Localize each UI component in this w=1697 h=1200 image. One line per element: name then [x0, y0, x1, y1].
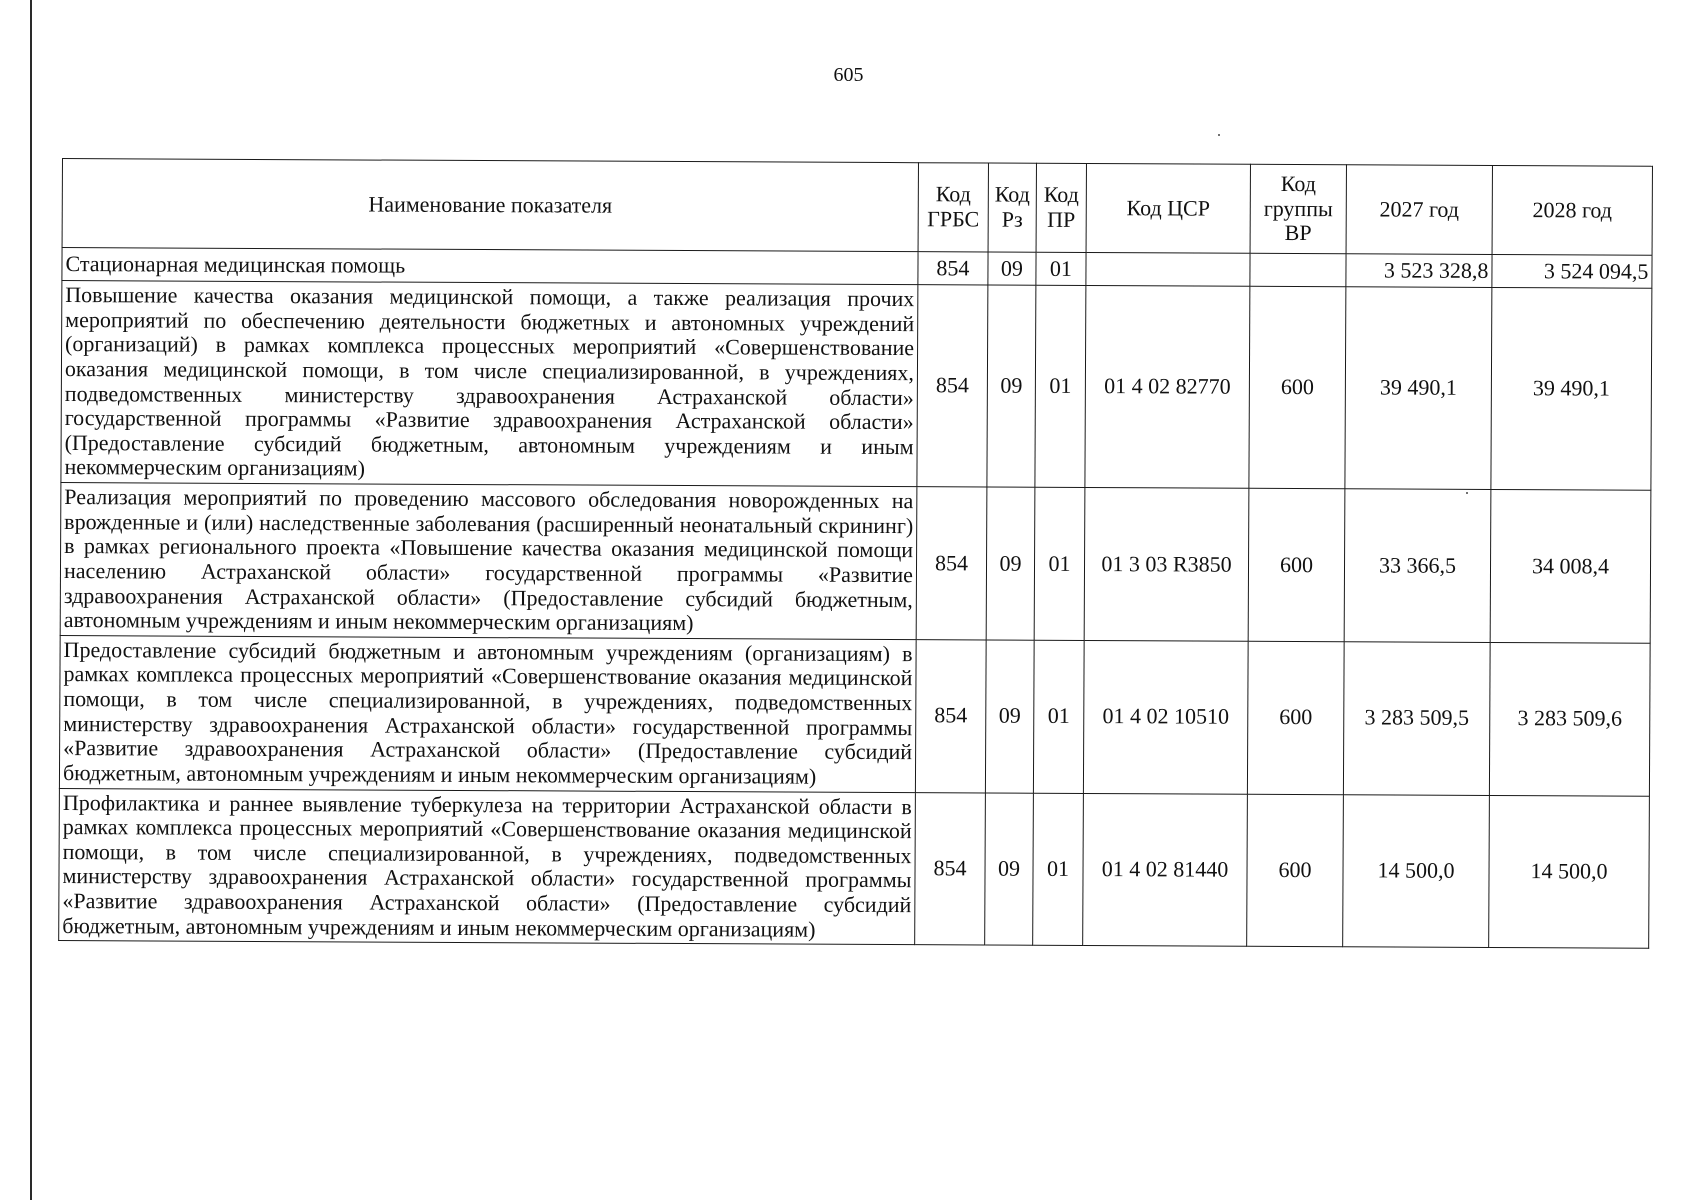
header-pr: Код ПР [1036, 163, 1086, 252]
row-2028: 3 283 509,6 [1489, 642, 1650, 796]
budget-table [58, 158, 1653, 949]
table-header-row [62, 159, 1652, 256]
row-grbs: 854 [915, 792, 986, 945]
row-name: Реализация мероприятий по проведению массового обследования новорожденных на врожденные и (или) наследственные заболевания (расширенный неонатальный скрининг) в рамках регионального проекта «Повышение качества оказания медицинской помощи населению Астраханской области» государственной программы «Развитие здравоохранения Астраханской области» (Предоставление субсидий бюджетным, автономным учреждениям и иным некоммерческим организациям) [60, 482, 917, 639]
row-grbs: 854 [915, 639, 986, 792]
row-pr: 01 [1033, 793, 1084, 946]
row-name: Предоставление субсидий бюджетным и автономным учреждениям (организациям) в рамках комплекса процессных мероприятий «Совершенствование оказания медицинской помощи, в том числе специализированной, в учреждениях, подведомственных министерству здравоохранения Астраханской области» государственной программы «Развитие здравоохранения Астраханской области» (Предоставление субсидий бюджетным, автономным учреждениям и иным некоммерческим организациям) [59, 635, 916, 792]
row-2027: 33 366,5 [1344, 489, 1491, 642]
binding-edge-line [30, 0, 32, 1200]
row-csr: 01 4 02 82770 [1085, 286, 1250, 489]
row-2028: 14 500,0 [1489, 795, 1650, 949]
row-pr: 01 [1034, 487, 1085, 640]
header-vr: Код группы ВР [1250, 164, 1346, 253]
row-pr: 01 [1036, 252, 1086, 285]
table-row [60, 482, 1651, 643]
row-rz: 09 [986, 487, 1035, 640]
row-csr: 01 3 03 R3850 [1084, 488, 1249, 642]
row-grbs: 854 [918, 252, 988, 285]
row-2028: 39 490,1 [1491, 287, 1652, 490]
row-2028: 3 524 094,5 [1492, 254, 1652, 288]
header-name: Наименование показателя [62, 159, 918, 252]
row-csr [1086, 253, 1250, 287]
row-rz: 09 [985, 793, 1034, 946]
header-csr: Код ЦСР [1086, 164, 1250, 254]
row-pr: 01 [1033, 640, 1084, 793]
row-rz: 09 [988, 252, 1036, 285]
header-2027: 2027 год [1346, 165, 1492, 255]
row-vr: 600 [1249, 286, 1346, 488]
page-number: 605 [833, 64, 864, 86]
row-vr: 600 [1247, 794, 1344, 947]
row-2027: 14 500,0 [1343, 794, 1490, 947]
row-name: Повышение качества оказания медицинской помощи, а также реализация прочих мероприятий по обеспечению деятельности бюджетных и автономных учреждений (организаций) в рамках комплекса процессных мероприятий «Совершенствование оказания медицинской помощи, в том числе специализированной, в учреждениях, подведомственных министерству здравоохранения Астраханской области» государственной программы «Развитие здравоохранения Астраханской области» (Предоставление субсидий бюджетным, автономным учреждениям и иным некоммерческим организациям) [61, 281, 918, 487]
row-2027: 3 523 328,8 [1346, 254, 1492, 288]
row-vr [1250, 253, 1346, 286]
row-grbs: 854 [917, 285, 988, 487]
table-row [59, 788, 1650, 949]
table-row [59, 635, 1650, 796]
row-rz: 09 [985, 640, 1034, 793]
header-grbs: Код ГРБС [918, 163, 988, 252]
row-csr: 01 4 02 81440 [1083, 793, 1248, 947]
scan-speck [1218, 134, 1220, 136]
row-vr: 600 [1247, 641, 1344, 794]
row-name: Стационарная медицинская помощь [62, 248, 918, 285]
row-csr: 01 4 02 10510 [1083, 640, 1248, 794]
row-grbs: 854 [916, 487, 987, 640]
row-name: Профилактика и раннее выявление туберкулеза на территории Астраханской области в рамках комплекса процессных мероприятий «Совершенствование оказания медицинской помощи, в том числе специализированной, в учреждениях, подведомственных министерству здравоохранения Астраханской области» государственной программы «Развитие здравоохранения Астраханской области» (Предоставление субсидий бюджетным, автономным учреждениям и иным некоммерческим организациям) [59, 788, 916, 945]
row-pr: 01 [1035, 285, 1086, 487]
header-2028: 2028 год [1492, 165, 1652, 255]
row-2028: 34 008,4 [1490, 489, 1651, 643]
row-2027: 39 490,1 [1345, 287, 1492, 490]
row-2027: 3 283 509,5 [1343, 642, 1490, 795]
header-rz: Код Рз [988, 163, 1036, 252]
row-rz: 09 [987, 285, 1036, 487]
table-row [61, 281, 1652, 491]
row-vr: 600 [1248, 488, 1345, 641]
